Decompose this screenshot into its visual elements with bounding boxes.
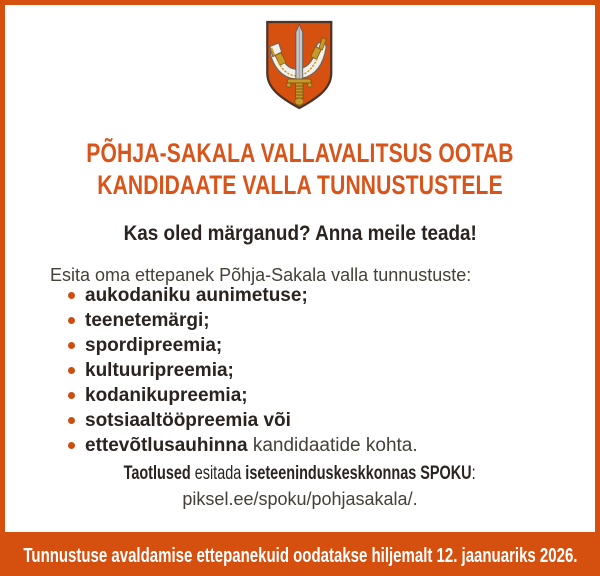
award-label: spordipreemia; — [85, 335, 223, 356]
list-item — [5, 283, 595, 308]
deadline-banner — [5, 532, 595, 576]
award-label: kultuuripreemia; — [85, 360, 234, 381]
subtitle: Kas oled märganud? Anna meile teada! — [123, 222, 477, 245]
application-url: piksel.ee/spoku/pohjasakala/. — [182, 489, 418, 509]
list-item — [5, 358, 595, 383]
bullet-icon — [68, 442, 75, 449]
list-item — [5, 308, 595, 333]
intro-paragraph: Esita oma ettepanek Põhja-Sakala valla tunnustuste: — [50, 265, 472, 285]
bullet-icon — [68, 417, 75, 424]
award-suffix: kandidaatide kohta. — [247, 435, 418, 456]
bullet-icon — [68, 342, 75, 349]
list-item — [5, 333, 595, 358]
headline-line-2: KANDIDAATE VALLA TUNNUSTUSTELE — [97, 170, 503, 200]
page-title — [5, 137, 595, 201]
bullet-icon — [68, 292, 75, 299]
bullet-icon — [68, 392, 75, 399]
bullet-icon — [68, 367, 75, 374]
list-item — [5, 433, 595, 458]
application-info: Taotlused esitada iseteeninduskeskkonnas SPOKU: — [123, 463, 477, 484]
award-label: ettevõtlusauhinna — [85, 435, 248, 456]
list-item — [5, 408, 595, 433]
award-label: teenetemärgi; — [85, 310, 210, 331]
award-label: aukodaniku aunimetuse; — [85, 285, 308, 306]
award-label: kodanikupreemia; — [85, 385, 248, 406]
bullet-icon — [68, 317, 75, 324]
headline-line-1: PÕHJA-SAKALA VALLAVALITSUS OOTAB — [86, 138, 514, 168]
award-label: sotsiaaltööpreemia või — [85, 410, 291, 431]
coat-of-arms-icon — [263, 18, 335, 112]
deadline-text: Tunnustuse avaldamise ettepanekuid oodatakse hiljemalt 12. jaanuariks 2026. — [22, 545, 578, 567]
list-item — [5, 383, 595, 408]
award-list — [5, 283, 595, 458]
